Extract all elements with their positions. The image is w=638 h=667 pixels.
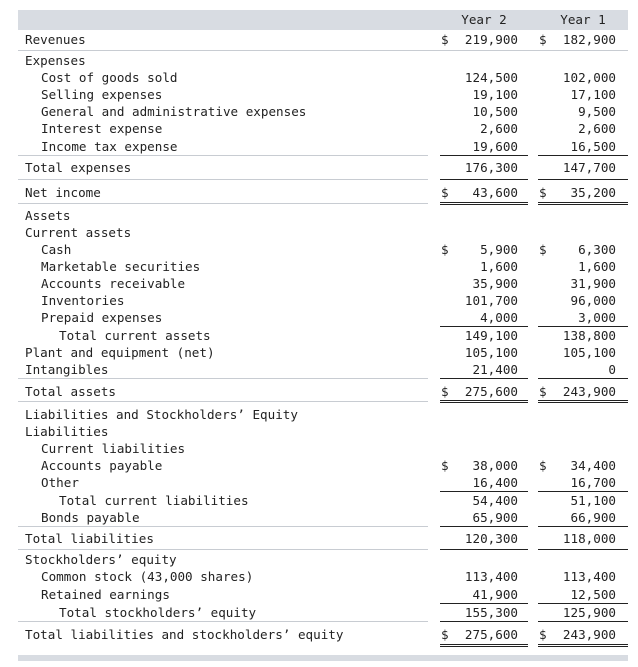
bonds-payable-row xyxy=(0,509,638,526)
expense-row xyxy=(0,86,638,103)
footer-bar xyxy=(18,655,628,661)
expense-label: General and administrative expenses xyxy=(41,104,307,119)
other-liabilities-year1: 16,700 xyxy=(570,475,616,490)
revenues-row xyxy=(0,31,638,48)
currency-symbol: $ xyxy=(539,185,547,200)
net-income-label: Net income xyxy=(25,185,101,200)
accounts-payable-year2: 38,000 xyxy=(472,458,518,473)
total-current-liabilities-row xyxy=(0,492,638,509)
expense-year1: 17,100 xyxy=(570,87,616,102)
section-divider xyxy=(18,549,428,550)
subtotal-rule xyxy=(440,621,528,622)
expense-year2: 124,500 xyxy=(464,70,518,85)
total-current-assets-label: Total current assets xyxy=(59,328,211,343)
asset-label: Accounts receivable xyxy=(41,276,186,291)
currency-symbol: $ xyxy=(441,627,449,642)
common-stock-year2: 113,400 xyxy=(464,569,518,584)
asset-year1: 1,600 xyxy=(578,259,616,274)
liab-equity-heading-row xyxy=(0,406,638,423)
asset-label: Cash xyxy=(41,242,72,257)
intangibles-year2: 21,400 xyxy=(472,362,518,377)
expense-row xyxy=(0,69,638,86)
expense-row xyxy=(0,138,638,155)
total-equity-label: Total stockholders’ equity xyxy=(59,605,257,620)
total-current-liabilities-year2: 54,400 xyxy=(472,493,518,508)
double-rule xyxy=(538,202,628,205)
subtotal-rule xyxy=(538,526,628,527)
asset-label: Marketable securities xyxy=(41,259,201,274)
common-stock-row xyxy=(0,568,638,585)
section-divider xyxy=(18,50,628,51)
section-divider xyxy=(18,621,428,622)
retained-earnings-year1: 12,500 xyxy=(570,587,616,602)
currency-symbol: $ xyxy=(441,458,449,473)
total-current-assets-year2: 149,100 xyxy=(464,328,518,343)
accounts-payable-row xyxy=(0,457,638,474)
double-rule xyxy=(538,644,628,647)
retained-earnings-year2: 41,900 xyxy=(472,587,518,602)
retained-earnings-row xyxy=(0,586,638,603)
common-stock-label: Common stock (43,000 shares) xyxy=(41,569,254,584)
total-assets-label: Total assets xyxy=(25,384,116,399)
current-assets-heading: Current assets xyxy=(25,225,132,240)
expense-label: Cost of goods sold xyxy=(41,70,178,85)
total-current-liabilities-year1: 51,100 xyxy=(570,493,616,508)
asset-year2: 35,900 xyxy=(472,276,518,291)
common-stock-year1: 113,400 xyxy=(562,569,616,584)
liabilities-heading-row xyxy=(0,423,638,440)
expense-year2: 19,600 xyxy=(472,139,518,154)
expense-year2: 2,600 xyxy=(480,121,518,136)
asset-row xyxy=(0,275,638,292)
currency-symbol: $ xyxy=(441,32,449,47)
expense-label: Selling expenses xyxy=(41,87,163,102)
currency-symbol: $ xyxy=(539,384,547,399)
section-divider xyxy=(18,155,428,156)
total-liabilities-year1: 118,000 xyxy=(562,531,616,546)
expense-year1: 2,600 xyxy=(578,121,616,136)
asset-year1: 6,300 xyxy=(578,242,616,257)
total-liab-equity-year1: 243,900 xyxy=(562,627,616,642)
asset-row xyxy=(0,309,638,326)
total-current-assets-row xyxy=(0,327,638,344)
year2-header: Year 2 xyxy=(461,12,507,27)
equity-heading-row xyxy=(0,551,638,568)
current-liabilities-heading-row xyxy=(0,440,638,457)
year1-header: Year 1 xyxy=(560,12,606,27)
expense-year2: 19,100 xyxy=(472,87,518,102)
retained-earnings-label: Retained earnings xyxy=(41,587,170,602)
expense-row xyxy=(0,120,638,137)
total-liab-equity-label: Total liabilities and stockholders’ equity xyxy=(25,627,344,642)
revenues-label: Revenues xyxy=(25,32,86,47)
asset-year1: 3,000 xyxy=(578,310,616,325)
subtotal-rule xyxy=(538,155,628,156)
total-current-assets-year1: 138,800 xyxy=(562,328,616,343)
plant-year2: 105,100 xyxy=(464,345,518,360)
bonds-payable-year2: 65,900 xyxy=(472,510,518,525)
current-liabilities-heading: Current liabilities xyxy=(41,441,186,456)
currency-symbol: $ xyxy=(441,185,449,200)
other-liabilities-label: Other xyxy=(41,475,79,490)
total-expenses-year2: 176,300 xyxy=(464,160,518,175)
expense-year1: 9,500 xyxy=(578,104,616,119)
section-divider xyxy=(18,203,428,204)
assets-heading: Assets xyxy=(25,208,71,223)
total-expenses-label: Total expenses xyxy=(25,160,132,175)
net-income-year2: 43,600 xyxy=(472,185,518,200)
currency-symbol: $ xyxy=(539,242,547,257)
asset-year2: 5,900 xyxy=(480,242,518,257)
subtotal-rule xyxy=(538,549,628,550)
expense-year1: 102,000 xyxy=(562,70,616,85)
subtotal-rule xyxy=(538,378,628,379)
expenses-heading-row xyxy=(0,52,638,69)
double-rule xyxy=(440,202,528,205)
revenues-year2: 219,900 xyxy=(464,32,518,47)
section-divider xyxy=(18,526,428,527)
total-liab-equity-row xyxy=(0,626,638,643)
subtotal-rule xyxy=(440,526,528,527)
section-divider xyxy=(18,401,428,402)
total-liabilities-row xyxy=(0,530,638,547)
asset-row xyxy=(0,258,638,275)
asset-label: Prepaid expenses xyxy=(41,310,163,325)
subtotal-rule xyxy=(440,378,528,379)
subtotal-rule xyxy=(538,179,628,180)
total-expenses-year1: 147,700 xyxy=(562,160,616,175)
net-income-row xyxy=(0,184,638,201)
total-liabilities-label: Total liabilities xyxy=(25,531,154,546)
currency-symbol: $ xyxy=(539,627,547,642)
expense-label: Interest expense xyxy=(41,121,163,136)
asset-year1: 96,000 xyxy=(570,293,616,308)
subtotal-rule xyxy=(538,621,628,622)
subtotal-rule xyxy=(440,549,528,550)
double-rule xyxy=(440,644,528,647)
total-assets-year2: 275,600 xyxy=(464,384,518,399)
currency-symbol: $ xyxy=(441,384,449,399)
plant-label: Plant and equipment (net) xyxy=(25,345,215,360)
accounts-payable-label: Accounts payable xyxy=(41,458,163,473)
liabilities-heading: Liabilities xyxy=(25,424,109,439)
currency-symbol: $ xyxy=(441,242,449,257)
revenues-year1: 182,900 xyxy=(562,32,616,47)
asset-row xyxy=(0,241,638,258)
currency-symbol: $ xyxy=(539,32,547,47)
asset-row xyxy=(0,292,638,309)
asset-year2: 101,700 xyxy=(464,293,518,308)
total-liab-equity-year2: 275,600 xyxy=(464,627,518,642)
total-equity-year2: 155,300 xyxy=(464,605,518,620)
asset-year2: 1,600 xyxy=(480,259,518,274)
asset-year2: 4,000 xyxy=(480,310,518,325)
plant-row xyxy=(0,344,638,361)
bonds-payable-year1: 66,900 xyxy=(570,510,616,525)
total-expenses-row xyxy=(0,159,638,176)
expense-year1: 16,500 xyxy=(570,139,616,154)
other-liabilities-row xyxy=(0,474,638,491)
expense-row xyxy=(0,103,638,120)
equity-heading: Stockholders’ equity xyxy=(25,552,177,567)
column-header-row xyxy=(0,11,638,28)
expense-label: Income tax expense xyxy=(41,139,178,154)
section-divider xyxy=(18,179,428,180)
current-assets-heading-row xyxy=(0,224,638,241)
subtotal-rule xyxy=(440,155,528,156)
section-divider xyxy=(18,378,428,379)
total-liabilities-year2: 120,300 xyxy=(464,531,518,546)
other-liabilities-year2: 16,400 xyxy=(472,475,518,490)
intangibles-row xyxy=(0,361,638,378)
total-assets-year1: 243,900 xyxy=(562,384,616,399)
bonds-payable-label: Bonds payable xyxy=(41,510,140,525)
total-equity-year1: 125,900 xyxy=(562,605,616,620)
net-income-year1: 35,200 xyxy=(570,185,616,200)
liab-equity-heading: Liabilities and Stockholders’ Equity xyxy=(25,407,298,422)
accounts-payable-year1: 34,400 xyxy=(570,458,616,473)
asset-year1: 31,900 xyxy=(570,276,616,291)
subtotal-rule xyxy=(440,179,528,180)
double-rule xyxy=(538,400,628,403)
total-current-liabilities-label: Total current liabilities xyxy=(59,493,249,508)
assets-heading-row xyxy=(0,207,638,224)
total-assets-row xyxy=(0,383,638,400)
intangibles-year1: 0 xyxy=(608,362,616,377)
currency-symbol: $ xyxy=(539,458,547,473)
expenses-heading: Expenses xyxy=(25,53,86,68)
asset-label: Inventories xyxy=(41,293,125,308)
intangibles-label: Intangibles xyxy=(25,362,109,377)
expense-year2: 10,500 xyxy=(472,104,518,119)
double-rule xyxy=(440,400,528,403)
plant-year1: 105,100 xyxy=(562,345,616,360)
total-equity-row xyxy=(0,604,638,621)
